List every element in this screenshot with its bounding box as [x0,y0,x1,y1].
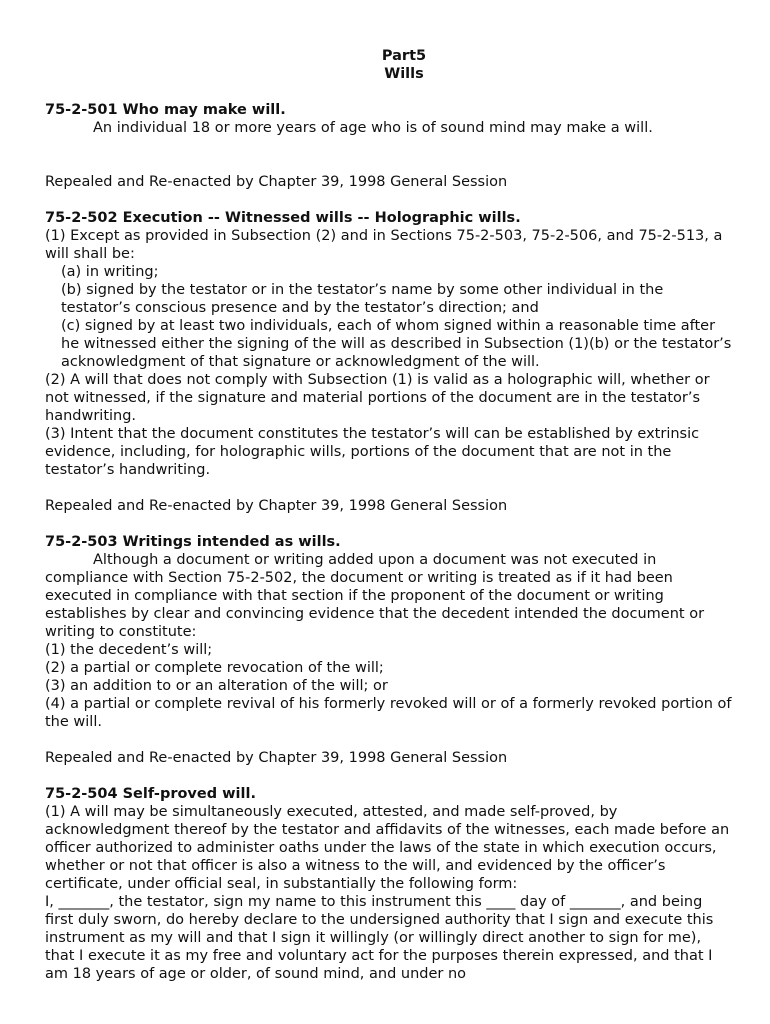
section-503-item-2: (2) a partial or complete revocation of the will; [45,660,384,676]
part-title: Part5 [381,48,427,64]
section-502-item-b: (b) signed by the testator or in the testator’s name by some other individual in the testator’s conscious presence and by the testator’s direction; and [61,282,664,316]
section-504-form-text: I, _______, the testator, sign my name to this instrument this ____ day of _______, and being first duly sworn, do hereby declare to the undersigned authority that I sign and execute this instrument as my will and that I sign it willingly (or willingly direct another to sign for me), that I execute it as my free and voluntary act for the purposes therein expressed, and that I am 18 years of age or older, of sound mind, and under no [45,894,714,982]
spacer [45,83,735,101]
spacer [45,479,735,497]
spacer [45,731,735,749]
section-heading-503: 75-2-503 Writings intended as wills. [45,534,341,550]
section-503-item-4: (4) a partial or complete revival of his formerly revoked will or of a formerly revoked portion of the will. [45,696,732,730]
spacer [45,515,735,533]
spacer [45,137,735,173]
section-body-501: An individual 18 or more years of age who is of sound mind may make a will. [93,120,653,136]
section-502-para-3: (3) Intent that the document constitutes the testator’s will can be established by extrinsic evidence, including, for holographic wills, portions of the document that are not in the testator’s handwriting. [45,426,700,478]
document-page [45,47,735,983]
history-note-503: Repealed and Re-enacted by Chapter 39, 1998 General Session [45,750,508,766]
section-body-503: Although a document or writing added upon a document was not executed in compliance with Section 75-2-502, the document or writing is treated as if it had been executed in compliance with that section if the proponent of the document or writing establishes by clear and convincing evidence that the decedent intended the document or writing to constitute: [45,552,705,640]
section-502-para-2: (2) A will that does not comply with Subsection (1) is valid as a holographic will, whether or not witnessed, if the signature and material portions of the document are in the testator’s handwriting. [45,372,710,424]
history-note-502: Repealed and Re-enacted by Chapter 39, 1998 General Session [45,498,508,514]
section-heading-502: 75-2-502 Execution -- Witnessed wills -- Holographic wills. [45,210,521,226]
part-subtitle: Wills [384,66,424,82]
section-heading-501: 75-2-501 Who may make will. [45,102,286,118]
section-heading-504: 75-2-504 Self-proved will. [45,786,256,802]
spacer [45,767,735,785]
section-503-item-3: (3) an addition to or an alteration of the will; or [45,678,388,694]
section-503-item-1: (1) the decedent’s will; [45,642,213,658]
section-504-para-1: (1) A will may be simultaneously executed, attested, and made self-proved, by acknowledgment thereof by the testator and affidavits of the witnesses, each made before an officer authorized to administer oaths under the laws of the state in which execution occurs, whether or not that officer is also a witness to the will, and evidenced by the officer’s certificate, under official seal, in substantially the following form: [45,804,730,892]
spacer [45,191,735,209]
section-502-item-c: (c) signed by at least two individuals, each of whom signed within a reasonable time after he witnessed either the signing of the will as described in Subsection (1)(b) or the testator’s acknowledgment of that signature or acknowledgment of the will. [61,318,732,370]
section-502-item-a: (a) in writing; [61,264,159,280]
history-note-501: Repealed and Re-enacted by Chapter 39, 1998 General Session [45,174,508,190]
section-502-para-1: (1) Except as provided in Subsection (2) and in Sections 75-2-503, 75-2-506, and 75-2-513, a will shall be: [45,228,723,262]
